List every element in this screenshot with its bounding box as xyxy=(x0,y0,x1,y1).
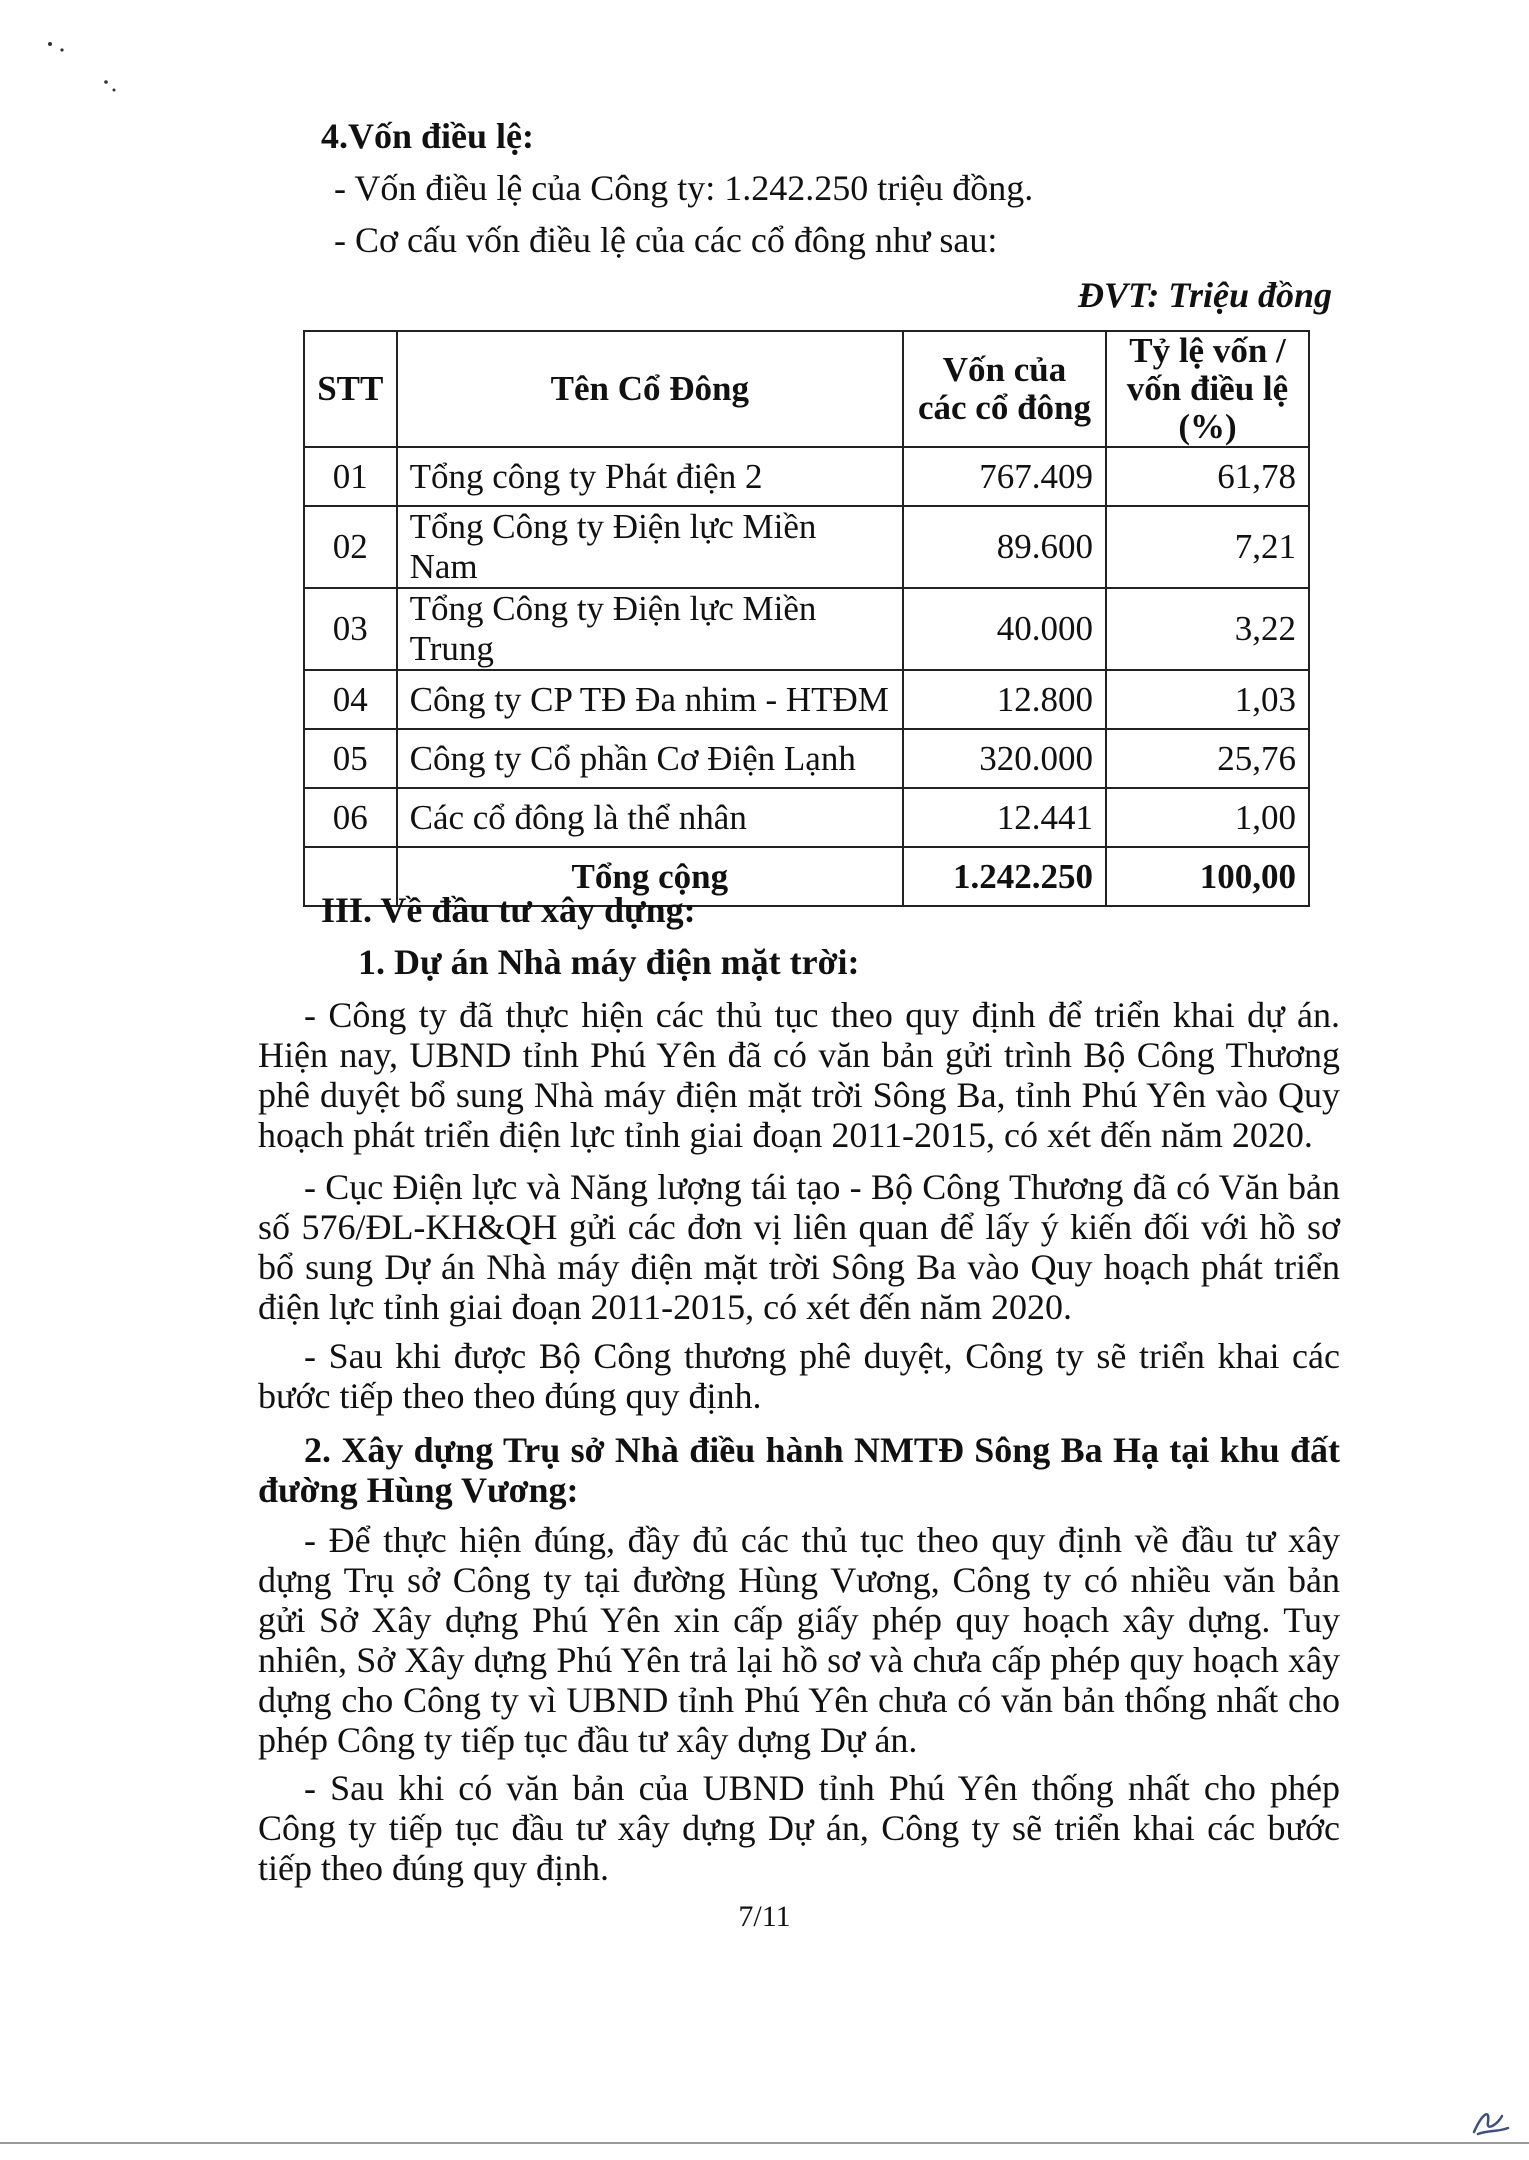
subsection-2-heading: 2. Xây dựng Trụ sở Nhà điều hành NMTĐ Sông Ba Hạ tại khu đất đường Hùng Vương: xyxy=(258,1430,1340,1510)
total-ratio: 100,00 xyxy=(1106,847,1309,906)
subsection-2-paragraph-1: - Để thực hiện đúng, đầy đủ các thủ tục theo quy định về đầu tư xây dựng Trụ sở Công ty tại đường Hùng Vương, Công ty có nhiều văn bản gửi Sở Xây dựng Phú Yên xin cấp giấy phép quy hoạch xây dựng. Tuy nhiên, Sở Xây dựng Phú Yên trả lại hồ sơ và chưa cấp phép quy hoạch xây dựng cho Công ty vì UBND tỉnh Phú Yên chưa có văn bản thống nhất cho phép Công ty tiếp tục đầu tư xây dựng Dự án. xyxy=(258,1520,1340,1760)
table-row xyxy=(304,447,1309,506)
row-ratio: 61,78 xyxy=(1106,447,1309,506)
total-label: Tổng cộng xyxy=(397,847,903,906)
capital-structure-line: - Cơ cấu vốn điều lệ của các cổ đông như sau: xyxy=(334,220,998,260)
row-ratio: 7,21 xyxy=(1106,506,1309,588)
row-capital: 12.441 xyxy=(903,788,1106,847)
initial-signature-mark xyxy=(1468,2104,1512,2140)
page-number: 7/11 xyxy=(738,1900,791,1933)
row-stt: 05 xyxy=(304,729,397,788)
row-name: Các cổ đông là thể nhân xyxy=(397,788,903,847)
row-name: Công ty CP TĐ Đa nhim - HTĐM xyxy=(397,670,903,729)
total-capital: 1.242.250 xyxy=(903,847,1106,906)
row-stt: 02 xyxy=(304,506,397,588)
subsection-2-paragraph-2: - Sau khi có văn bản của UBND tỉnh Phú Yên thống nhất cho phép Công ty tiếp tục đầu tư xây dựng Dự án, Công ty sẽ triển khai các bước tiếp theo đúng quy định. xyxy=(258,1768,1340,1888)
header-ratio: Tỷ lệ vốn / vốn điều lệ (%) xyxy=(1106,331,1309,447)
row-ratio: 1,03 xyxy=(1106,670,1309,729)
table-row xyxy=(304,506,1309,588)
subsection-1-paragraph-2: - Cục Điện lực và Năng lượng tái tạo - Bộ Công Thương đã có Văn bản số 576/ĐL-KH&QH gửi các đơn vị liên quan để lấy ý kiến đối với hồ sơ bổ sung Dự án Nhà máy điện mặt trời Sông Ba vào Quy hoạch phát triển điện lực tỉnh giai đoạn 2011-2015, có xét đến năm 2020. xyxy=(258,1167,1340,1327)
header-stt: STT xyxy=(304,331,397,447)
subsection-1-heading: 1. Dự án Nhà máy điện mặt trời: xyxy=(358,942,860,982)
row-name: Tổng Công ty Điện lực Miền Nam xyxy=(397,506,903,588)
row-stt: 03 xyxy=(304,588,397,670)
shareholder-capital-table xyxy=(303,330,1310,907)
bottom-scan-line xyxy=(0,2142,1529,2144)
row-capital: 89.600 xyxy=(903,506,1106,588)
scan-specks xyxy=(40,30,130,100)
row-ratio: 1,00 xyxy=(1106,788,1309,847)
row-stt: 06 xyxy=(304,788,397,847)
table-row xyxy=(304,588,1309,670)
row-capital: 320.000 xyxy=(903,729,1106,788)
table-row xyxy=(304,670,1309,729)
row-name: Tổng Công ty Điện lực Miền Trung xyxy=(397,588,903,670)
row-capital: 12.800 xyxy=(903,670,1106,729)
row-stt: 01 xyxy=(304,447,397,506)
header-capital: Vốn của các cổ đông xyxy=(903,331,1106,447)
row-ratio: 3,22 xyxy=(1106,588,1309,670)
charter-capital-line: - Vốn điều lệ của Công ty: 1.242.250 triệu đồng. xyxy=(334,168,1034,208)
row-capital: 40.000 xyxy=(903,588,1106,670)
header-shareholder-name: Tên Cổ Đông xyxy=(397,331,903,447)
row-name: Công ty Cổ phần Cơ Điện Lạnh xyxy=(397,729,903,788)
row-capital: 767.409 xyxy=(903,447,1106,506)
row-ratio: 25,76 xyxy=(1106,729,1309,788)
section-4-heading: 4.Vốn điều lệ: xyxy=(321,116,535,156)
table-row xyxy=(304,729,1309,788)
unit-label: ĐVT: Triệu đồng xyxy=(1077,275,1332,315)
table-header-row xyxy=(304,331,1309,447)
row-name: Tổng công ty Phát điện 2 xyxy=(397,447,903,506)
subsection-1-paragraph-1: - Công ty đã thực hiện các thủ tục theo quy định để triển khai dự án. Hiện nay, UBND tỉnh Phú Yên đã có văn bản gửi trình Bộ Công Thương phê duyệt bổ sung Nhà máy điện mặt trời Sông Ba, tỉnh Phú Yên vào Quy hoạch phát triển điện lực tỉnh giai đoạn 2011-2015, có xét đến năm 2020. xyxy=(258,995,1340,1155)
subsection-1-paragraph-3: - Sau khi được Bộ Công thương phê duyệt, Công ty sẽ triển khai các bước tiếp theo theo đúng quy định. xyxy=(258,1336,1340,1416)
table-row xyxy=(304,788,1309,847)
section-3-heading: III. Về đầu tư xây dựng: xyxy=(321,890,696,930)
row-stt: 04 xyxy=(304,670,397,729)
